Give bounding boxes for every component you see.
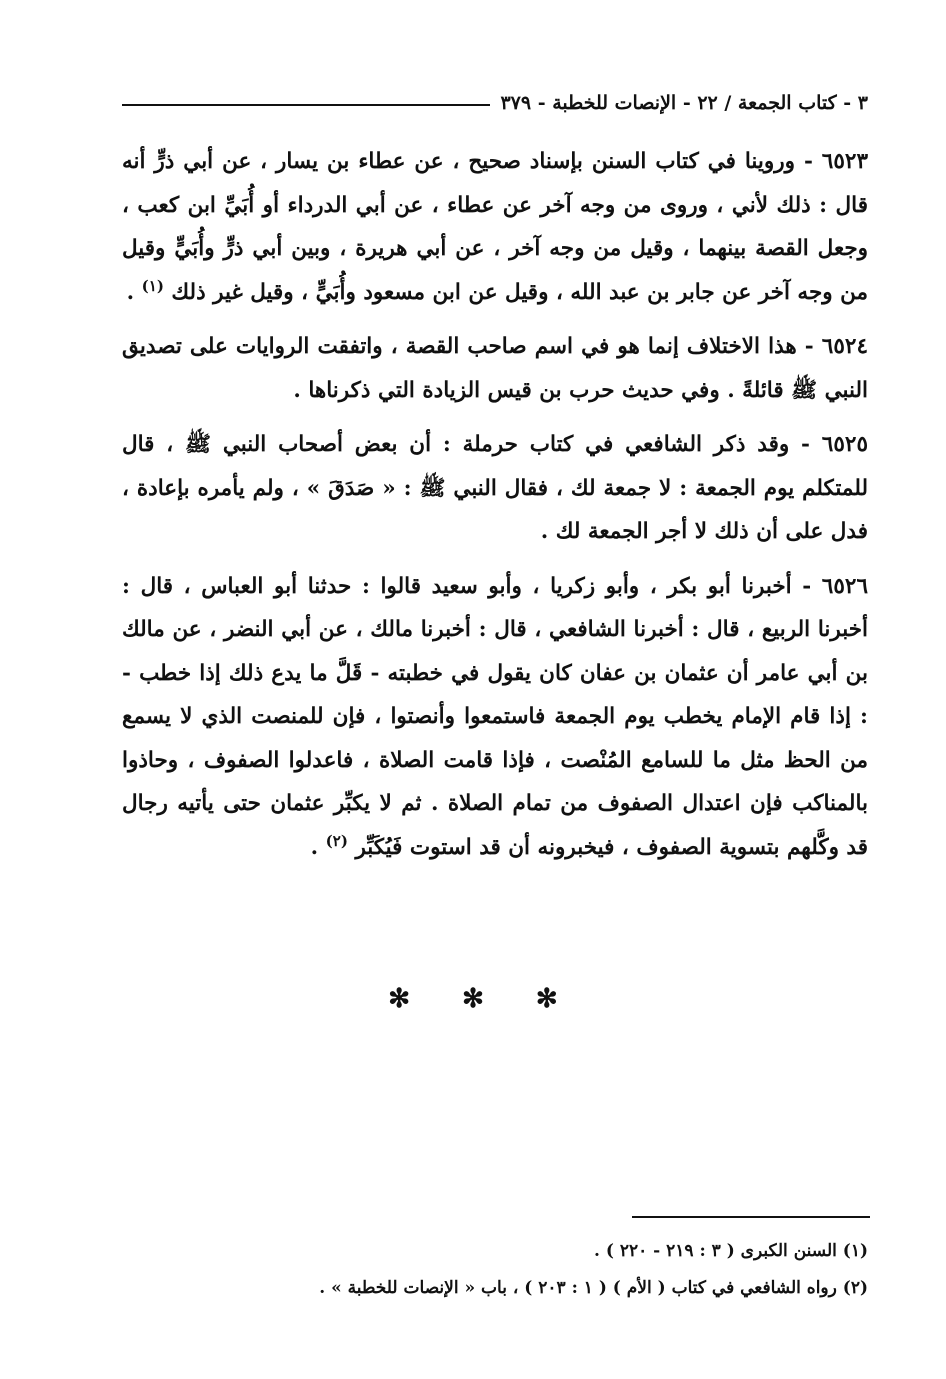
running-header — [122, 86, 868, 120]
paragraph-text: - وقد ذكر الشافعي في كتاب حرملة : أن بعض أصحاب النبي ﷺ ، قال للمتكلم يوم الجمعة : لا جمعة لك ، فقال النبي ﷺ : « صَدَقَ » ، ولم يأمره بإعادة ، فدل على أن ذلك لا أجر الجمعة لك . — [122, 432, 868, 544]
paragraph-text: - وروينا في كتاب السنن بإسناد صحيح ، عن عطاء بن يسار ، عن أبي ذرٍّ أنه قال : ذلك لأني ، وروى من وجه آخر عن عطاء ، عن أبي الدرداء أو أُبَيِّ ابن كعب ، وجعل القصة بينهما ، وقيل من وجه آخر ، عن أبي هريرة ، وبين أبي ذرٍّ وأُبَيٍّ وقيل من وجه آخر عن جابر بن عبد الله ، وقيل عن ابن مسعود وأُبَيٍّ ، وقيل غير ذلك — [122, 149, 868, 305]
section-divider — [0, 984, 946, 1014]
paragraph-6526 — [122, 565, 868, 870]
paragraph-6523 — [122, 140, 868, 314]
footnote-1: (١) السنن الكبرى ( ٣ : ٢١٩ - ٢٢٠ ) . — [594, 1241, 868, 1261]
paragraph-number: ٦٥٢٥ — [821, 432, 868, 457]
paragraph-tail: . — [310, 834, 326, 860]
paragraph-number: ٦٥٢٤ — [821, 334, 868, 359]
footnote-reference: (١) — [141, 276, 164, 295]
paragraph-6524 — [122, 325, 868, 412]
asterism-star-icon: ✻ — [535, 984, 558, 1014]
asterism-star-icon: ✻ — [388, 984, 411, 1014]
asterism-star-icon: ✻ — [462, 984, 484, 1014]
footnote-2: (٢) رواه الشافعي في كتاب ( الأم ) ( ١ : ٢٠٣ ) ، باب « الإنصات للخطبة » . — [319, 1278, 868, 1298]
paragraph-tail: . — [126, 279, 142, 305]
footnotes — [180, 1236, 868, 1310]
footnote-reference: (٢) — [325, 831, 348, 850]
paragraph-number: ٦٥٢٦ — [821, 573, 868, 599]
paragraph-6525 — [122, 423, 868, 554]
running-header-title: ٣ - كتاب الجمعة / ٢٢ - الإنصات للخطبة - ٣٧٩ — [500, 92, 868, 114]
paragraph-text: - أخبرنا أبو بكر ، وأبو زكريا ، وأبو سعيد قالوا : حدثنا أبو العباس ، قال : أخبرنا الربيع ، قال : أخبرنا الشافعي ، قال : أخبرنا مالك ، عن أبي النضر ، عن مالك بن أبي عامر أن عثمان بن عفان كان يقول في خطبته - قَلَّ ما يدع ذلك إذا خطب - : إذا قام الإمام يخطب يوم الجمعة فاستمعوا وأنصتوا ، فإن للمنصت الذي لا يسمع من الحظ مثل ما للسامع المُنْصت ، فإذا قامت الصلاة ، فاعدلوا الصفوف ، وحاذوا بالمناكب فإن اعتدال الصفوف من تمام الصلاة . ثم لا يكبِّر عثمان حتى يأتيه رجال قد وكَّلهم بتسوية الصفوف ، فيخبرونه أن قد استوت فَيُكَبِّر — [122, 573, 868, 860]
footnote-rule — [632, 1216, 870, 1218]
header-rule — [122, 104, 490, 106]
main-text — [122, 140, 868, 880]
paragraph-text: - هذا الاختلاف إنما هو في اسم صاحب القصة ، واتفقت الروايات على تصديق النبي ﷺ قائلةً . وفي حديث حرب بن قيس الزيادة التي ذكرناها . — [122, 334, 868, 403]
paragraph-number: ٦٥٢٣ — [821, 149, 868, 174]
